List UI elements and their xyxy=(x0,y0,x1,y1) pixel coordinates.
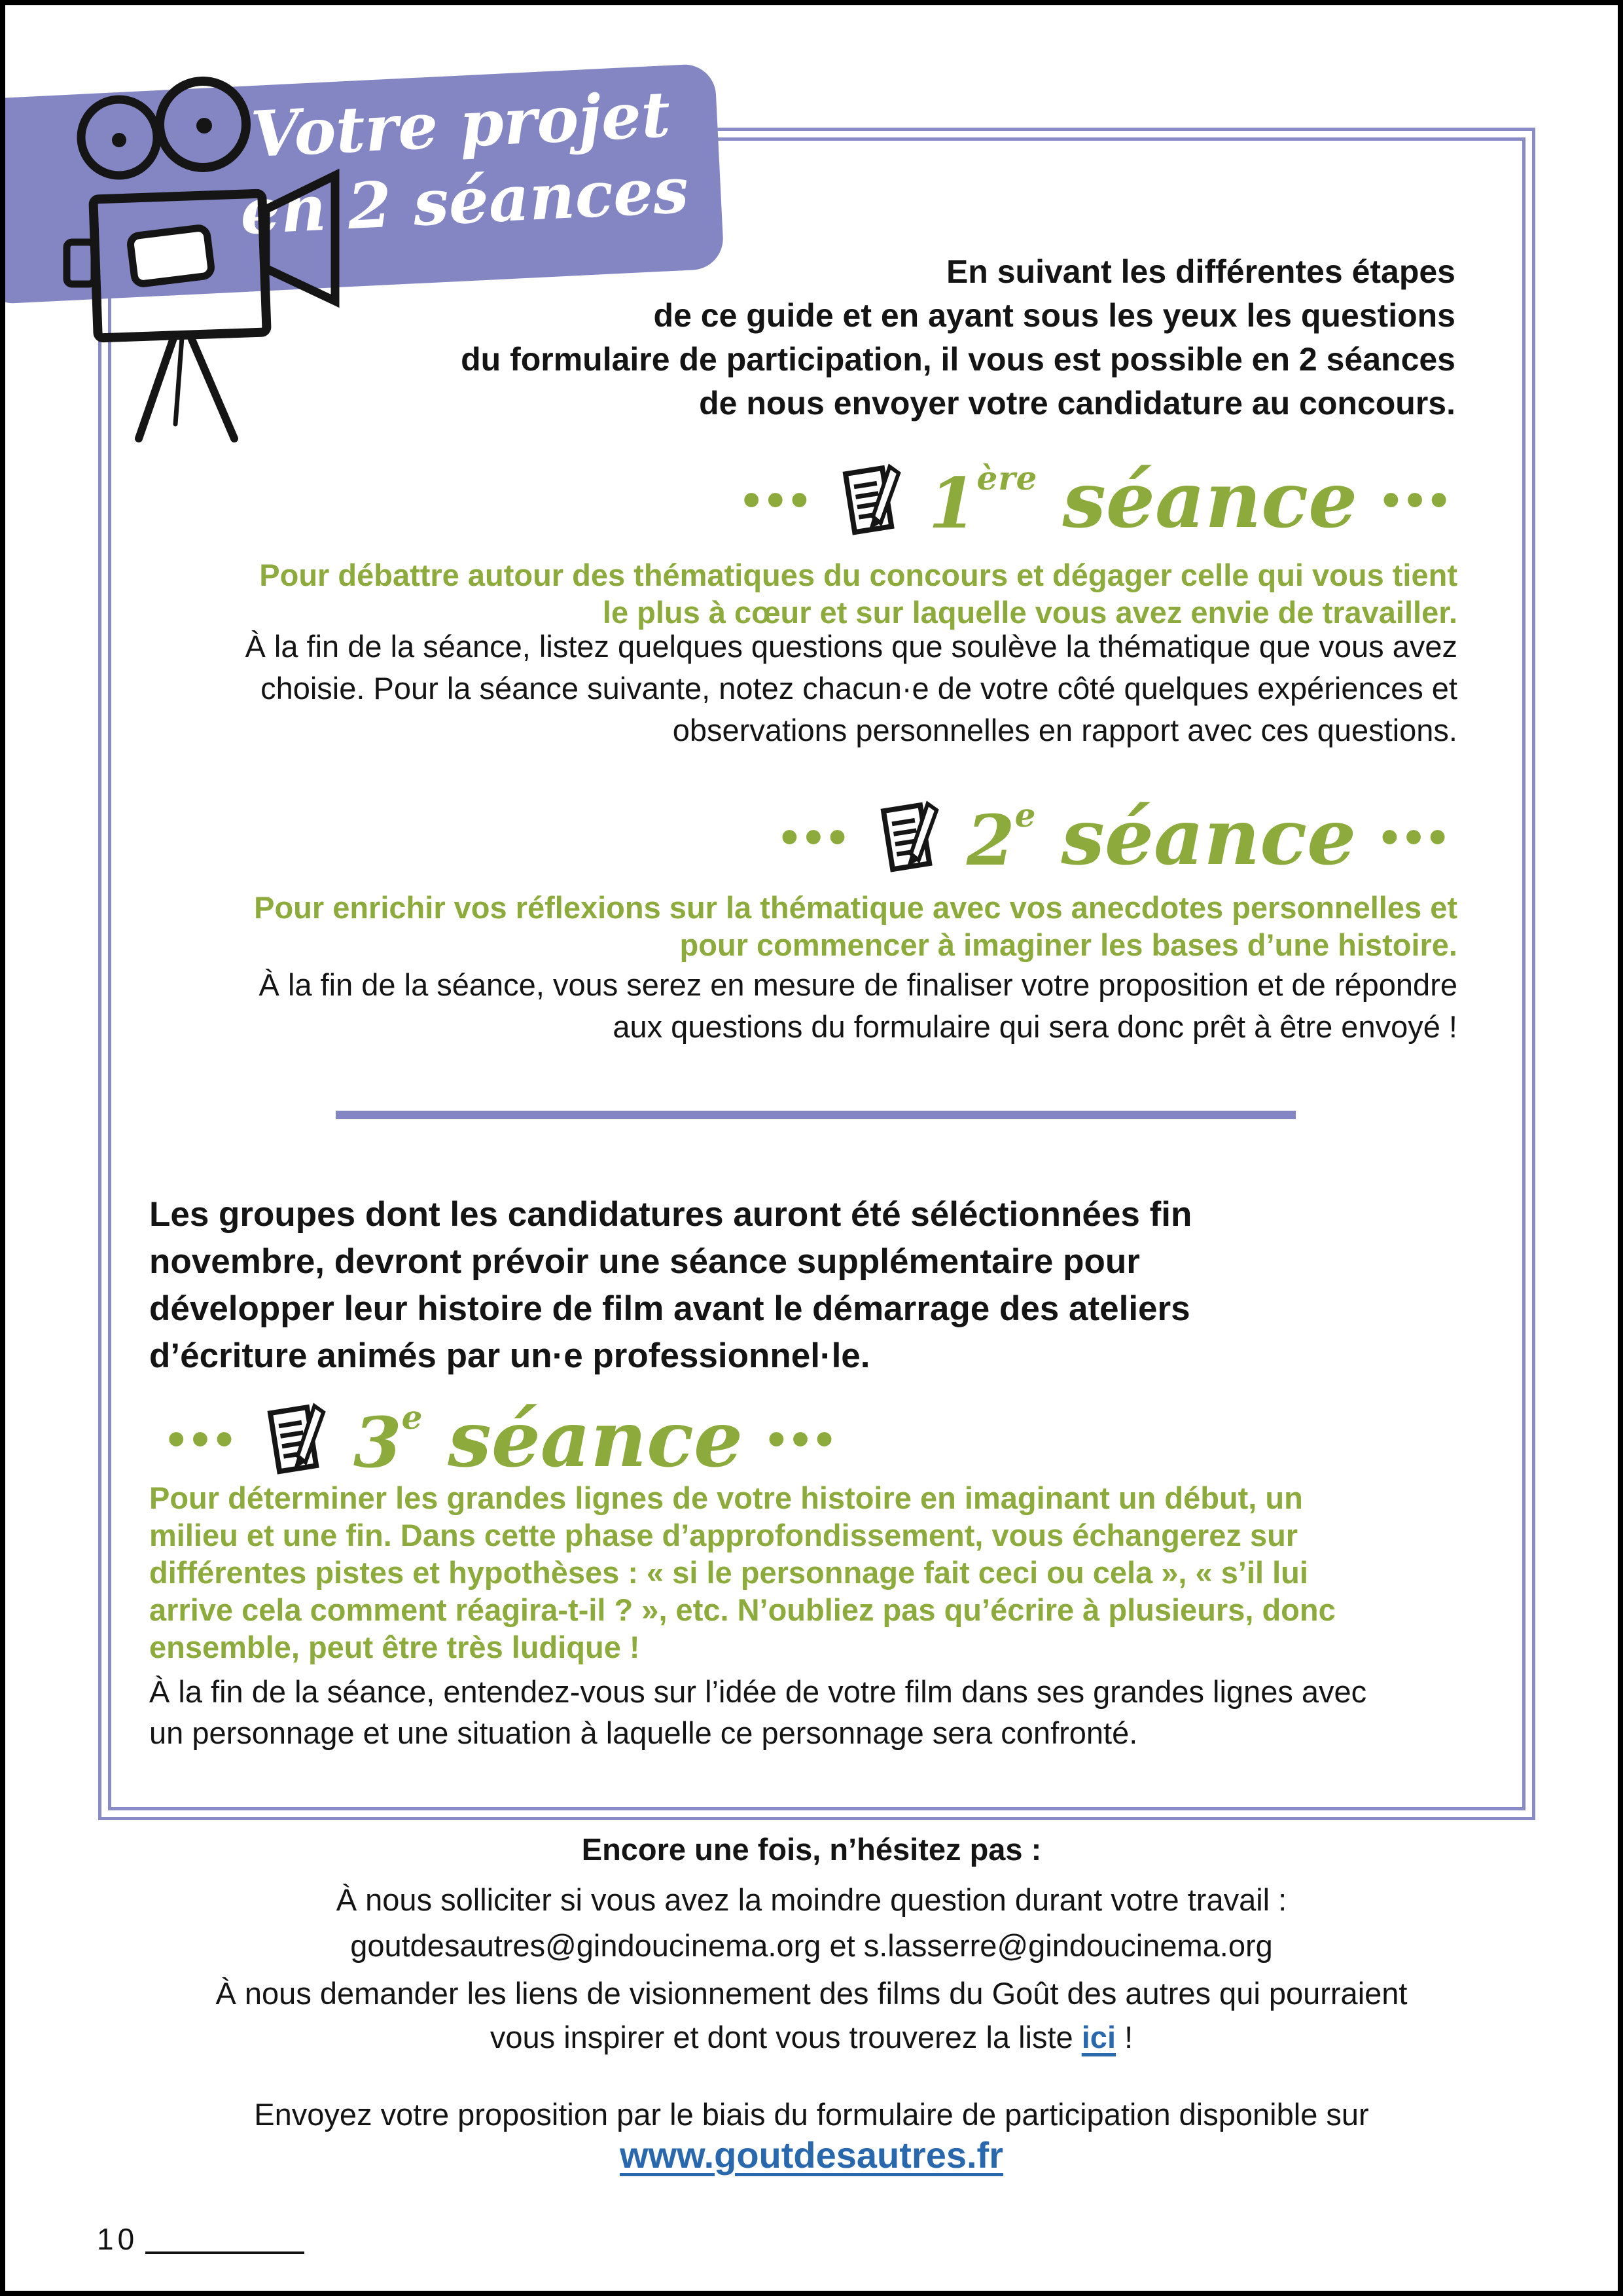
footer-emails: goutdesautres@gindoucinema.org et s.lasserre@gindoucinema.org xyxy=(350,1928,1273,1963)
session-3-heading xyxy=(168,1393,840,1484)
lead-line: Pour déterminer les grandes lignes de votre histoire en imaginant un début, un xyxy=(149,1480,1303,1515)
session-number-digit: 1 xyxy=(928,462,977,544)
lead-line: arrive cela comment réagira-t-il ? », etc. N’oubliez pas qu’écrire à plusieurs, donc xyxy=(149,1592,1336,1627)
note-line: novembre, devront prévoir une séance supplémentaire pour xyxy=(149,1242,1140,1281)
session-word: séance xyxy=(448,1393,743,1484)
session-number-digit: 3 xyxy=(353,1401,402,1483)
body-line: À la fin de la séance, entendez-vous sur l’idée de votre film dans ses grandes lignes avec xyxy=(149,1674,1367,1709)
footer-heading: Encore une fois, n’hésitez pas : xyxy=(581,1832,1042,1867)
lead-line: milieu et une fin. Dans cette phase d’approfondissement, vous échangerez sur xyxy=(149,1518,1298,1552)
session-1-heading xyxy=(742,454,1454,545)
session-number-ordinal: ère xyxy=(976,459,1038,497)
note-line: Les groupes dont les candidatures auront été séléctionnées fin xyxy=(149,1195,1192,1234)
lead-line: le plus à cœur et sur laquelle vous avez envie de travailler. xyxy=(602,595,1457,630)
page-number: 10 xyxy=(97,2222,139,2256)
page-number-rule xyxy=(145,2251,304,2254)
website-link[interactable]: www.goutdesautres.fr xyxy=(619,2134,1003,2176)
dots-ornament: ••• xyxy=(1382,472,1454,528)
intro-line: de ce guide et en ayant sous les yeux les questions xyxy=(653,297,1455,334)
body-line: observations personnelles en rapport avec ces questions. xyxy=(672,713,1457,747)
dots-ornament: ••• xyxy=(781,809,853,865)
note-pencil-icon xyxy=(840,460,904,540)
lead-line: pour commencer à imaginer les bases d’une histoire. xyxy=(679,927,1457,962)
session-number-ordinal: e xyxy=(1014,796,1037,834)
dots-ornament: ••• xyxy=(742,472,815,528)
body-line: À la fin de la séance, listez quelques questions que soulève la thématique que vous avez xyxy=(245,629,1457,664)
session-number xyxy=(353,1398,423,1483)
session-number xyxy=(928,459,1038,544)
body-line: À la fin de la séance, vous serez en mesure de finaliser votre proposition et de répondre xyxy=(259,967,1457,1002)
footer-links-line2 xyxy=(71,2019,1552,2055)
body-line: un personnage et une situation à laquelle ce personnage sera confronté. xyxy=(149,1715,1138,1750)
footer-submit-line: Envoyez votre proposition par le biais du formulaire de participation disponible sur xyxy=(254,2097,1369,2132)
page-title-line1: Votre projet xyxy=(249,77,672,172)
dots-ornament: ••• xyxy=(168,1411,240,1467)
session-number xyxy=(966,796,1037,881)
body-line: choisie. Pour la séance suivante, notez chacun·e de votre côté quelques expériences et xyxy=(260,671,1457,706)
note-line: d’écriture animés par un·e professionnel·le. xyxy=(149,1336,870,1375)
footer-links-line2-text: vous inspirer et dont vous trouverez la liste xyxy=(490,2020,1082,2054)
dots-ornament: ••• xyxy=(768,1411,840,1467)
footer-links-line1: À nous demander les liens de visionnement des films du Goût des autres qui pourraient xyxy=(215,1976,1408,2011)
footer-contact-line: À nous solliciter si vous avez la moindre question durant votre travail : xyxy=(336,1882,1287,1917)
page-title-line2: en 2 séances xyxy=(238,152,690,249)
intro-line: de nous envoyer votre candidature au concours. xyxy=(699,385,1455,422)
dots-ornament: ••• xyxy=(1381,809,1453,865)
lead-line: Pour enrichir vos réflexions sur la thématique avec vos anecdotes personnelles et xyxy=(254,890,1457,925)
session-word: séance xyxy=(1062,454,1358,545)
note-pencil-icon xyxy=(264,1399,329,1479)
ici-link[interactable]: ici xyxy=(1081,2020,1116,2054)
intro-line: du formulaire de participation, il vous est possible en 2 séances xyxy=(461,341,1455,378)
session-word: séance xyxy=(1061,791,1357,882)
footer-links-line2-suffix: ! xyxy=(1116,2020,1133,2054)
note-line: développer leur histoire de film avant le démarrage des ateliers xyxy=(149,1289,1190,1328)
lead-line: Pour débattre autour des thématiques du concours et dégager celle qui vous tient xyxy=(259,558,1457,592)
session-number-ordinal: e xyxy=(401,1398,423,1437)
lead-line: ensemble, peut être très ludique ! xyxy=(149,1630,640,1664)
body-line: aux questions du formulaire qui sera donc prêt à être envoyé ! xyxy=(613,1009,1457,1044)
session-number-digit: 2 xyxy=(966,799,1015,881)
note-pencil-icon xyxy=(878,797,942,877)
film-camera-icon xyxy=(35,60,343,446)
session-2-heading xyxy=(781,791,1453,882)
intro-line: En suivant les différentes étapes xyxy=(946,253,1455,290)
lead-line: différentes pistes et hypothèses : « si le personnage fait ceci ou cela », « s’il lui xyxy=(149,1555,1308,1590)
footer-website-line xyxy=(71,2134,1552,2176)
